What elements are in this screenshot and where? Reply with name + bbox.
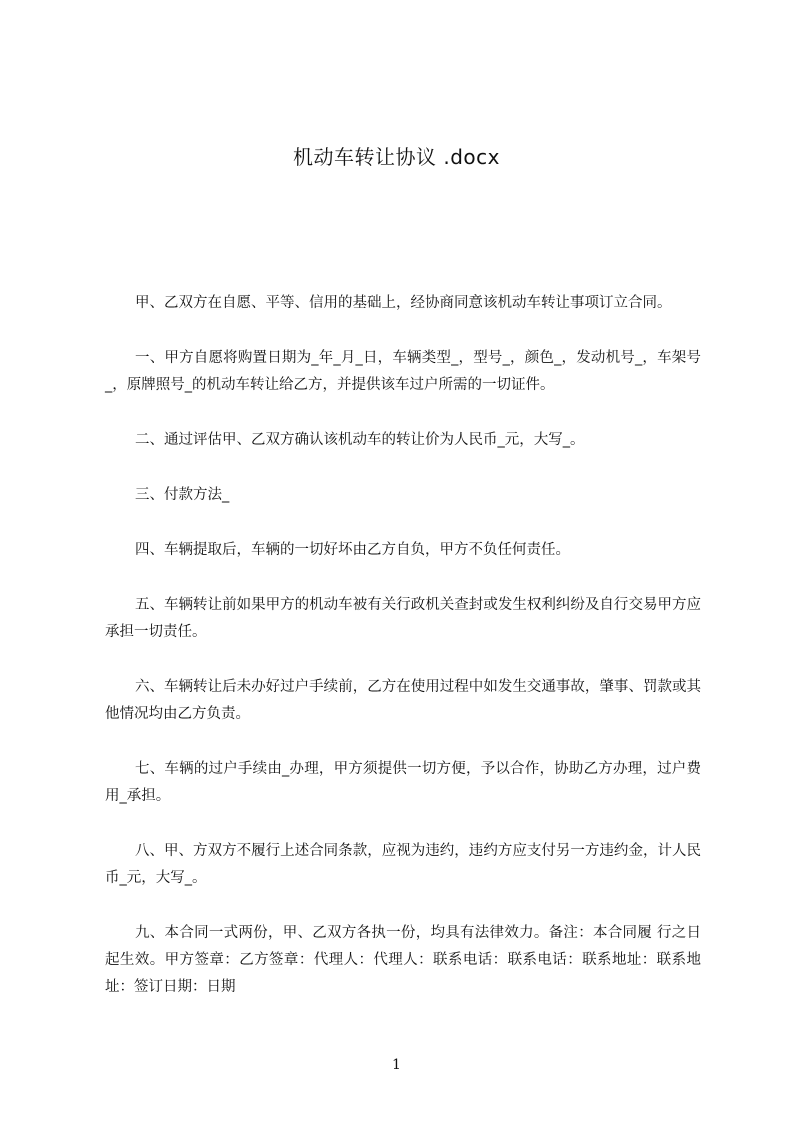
paragraph-clause-8: 八、甲、方双方不履行上述合同条款，应视为违约，违约方应支付另一方违约金，计人民币_元，大写_。 xyxy=(105,843,701,886)
page-number: 1 xyxy=(392,1057,401,1073)
paragraph-clause-2: 二、通过评估甲、乙双方确认该机动车的转让价为人民币_元，大写_。 xyxy=(135,432,585,448)
paragraph-clause-9: 九、本合同一式两份，甲、乙双方各执一份，均具有法律效力。备注：本合同履 行之日起生效。甲方签章：乙方签章：代理人：代理人：联系电话：联系电话：联系地址：联系地址：签订日期：日期 xyxy=(105,925,701,995)
paragraph-preamble: 甲、乙双方在自愿、平等、信用的基础上，经协商同意该机动车转让事项订立合同。 xyxy=(135,295,672,311)
paragraph-clause-7: 七、车辆的过户手续由_办理，甲方须提供一切方便，予以合作，协助乙方办理，过户费用_承担。 xyxy=(105,761,701,804)
paragraph-clause-3: 三、付款方法_ xyxy=(135,487,230,503)
paragraph-clause-4: 四、车辆提取后，车辆的一切好坏由乙方自负，甲方不负任何责任。 xyxy=(135,542,570,558)
paragraph-clause-5: 五、车辆转让前如果甲方的机动车被有关行政机关查封或发生权利纠纷及自行交易甲方应承担一切责任。 xyxy=(105,597,701,640)
paragraph-clause-6: 六、车辆转让后未办好过户手续前，乙方在使用过程中如发生交通事故，肇事、罚款或其他情况均由乙方负责。 xyxy=(105,679,701,722)
document-body xyxy=(105,290,701,1029)
paragraph-clause-1: 一、甲方自愿将购置日期为_年_月_日，车辆类型_，型号_，颜色_，发动机号_，车架号_，原牌照号_的机动车转让给乙方，并提供该车过户所需的一切证件。 xyxy=(105,350,701,393)
document-title: 机动车转让协议 .docx xyxy=(293,145,500,169)
